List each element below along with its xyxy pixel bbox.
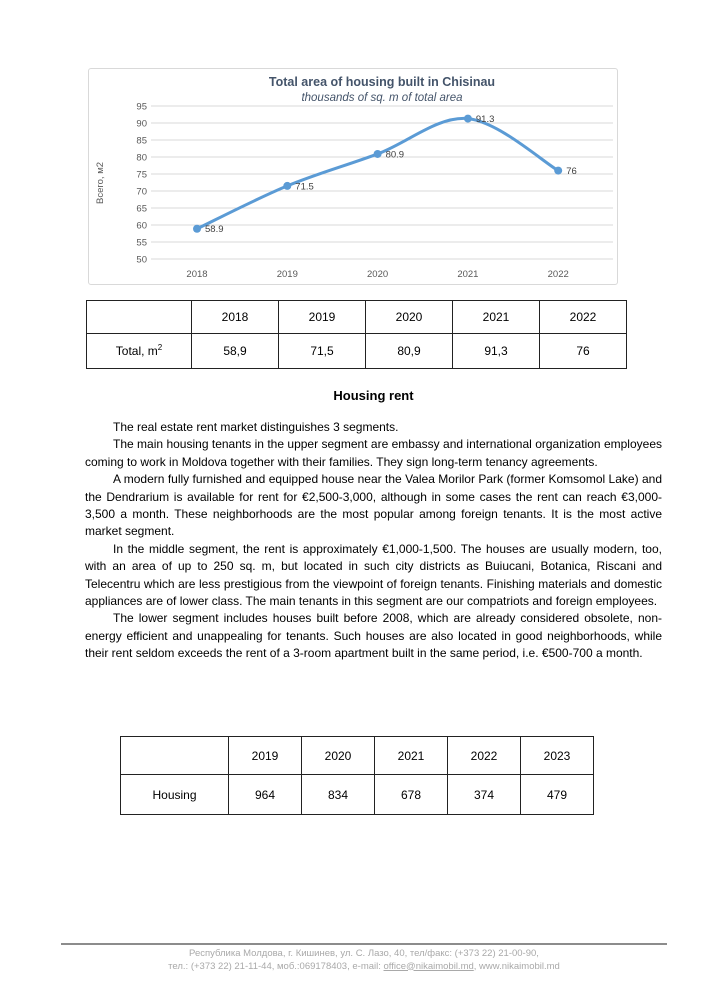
paragraph: The lower segment includes houses built before 2008, which are already considered obsolete, non-energy efficient and unappealing for tenants. Such houses are also located in good neighborhoods, while their rent seldom exceeds the rent of a 3-room apartment built in the same period, i.e. €500-700 a month. [85, 611, 662, 661]
value-cell: 964 [229, 775, 302, 815]
x-tick-label: 2021 [457, 269, 479, 280]
year-header-cell: 2022 [540, 301, 627, 334]
value-cell: 76 [540, 334, 627, 369]
y-tick-label: 50 [136, 254, 147, 266]
table-corner-cell [121, 737, 229, 775]
data-point-label: 76 [566, 166, 577, 178]
y-tick-label: 80 [136, 152, 147, 164]
data-point-marker [374, 150, 382, 158]
year-header-cell: 2019 [229, 737, 302, 775]
data-point-label: 58.9 [205, 224, 224, 236]
year-header-cell: 2018 [192, 301, 279, 334]
email-link[interactable]: office@nikaimobil.md [383, 960, 474, 972]
x-tick-label: 2020 [367, 269, 389, 280]
page-footer [61, 943, 667, 973]
section-heading: Housing rent [333, 388, 414, 403]
value-cell: 834 [302, 775, 375, 815]
year-header-cell: 2019 [279, 301, 366, 334]
data-point-labels [205, 114, 577, 235]
footer-line-1: Республика Молдова, г. Кишинев, ул. С. Лазо, 40, тел/факс: (+373 22) 21-00-90, [189, 948, 539, 959]
y-tick-label: 90 [136, 118, 147, 130]
value-cell: 374 [448, 775, 521, 815]
y-axis-title: Всего, м2 [95, 161, 106, 205]
year-header-cell: 2020 [366, 301, 453, 334]
year-header-cell: 2021 [375, 737, 448, 775]
row-label-cell [87, 334, 192, 369]
housing-area-table [86, 300, 627, 369]
x-tick-label: 2019 [276, 269, 298, 280]
table-row [87, 334, 627, 369]
table-header-row [121, 737, 594, 775]
line-chart-canvas [89, 69, 617, 284]
data-point-label: 91.3 [475, 114, 495, 126]
y-tick-label: 65 [136, 203, 147, 215]
data-point-marker [464, 115, 472, 123]
table-header-row [87, 301, 627, 334]
row-label-cell: Housing [121, 775, 229, 815]
value-cell: 678 [375, 775, 448, 815]
footer-contact-text: тел.: (+373 22) 21-11-44, моб.:069178403, e-mail: [168, 960, 384, 972]
housing-rent-table [120, 736, 594, 815]
y-tick-label: 60 [136, 220, 147, 232]
value-cell: 58,9 [192, 334, 279, 369]
year-header-cell: 2020 [302, 737, 375, 775]
paragraph: In the middle segment, the rent is approximately €1,000-1,500. The houses are usually modern, too, with an area of up to 250 sq. m, but located in such city districts as Buiucani, Botanica, Riscani and Telecentru which are less prestigious from the viewpoint of foreign tenants. Finishing materials and domestic appliances are of lower class. The main tenants in this segment are our compatriots and foreign employees. [85, 541, 662, 609]
table-row [121, 775, 594, 815]
housing-built-chart [88, 68, 618, 285]
data-point-marker [193, 225, 201, 233]
footer-website-text: , www.nikaimobil.md [473, 960, 560, 972]
y-tick-label: 95 [136, 101, 147, 113]
year-header-cell: 2022 [448, 737, 521, 775]
value-cell: 91,3 [453, 334, 540, 369]
paragraph: The real estate rent market distinguishes 3 segments. [113, 420, 399, 434]
chart-subtitle: thousands of sq. m of total area [301, 92, 463, 104]
data-point-label: 80.9 [385, 149, 405, 161]
gridlines [151, 106, 613, 259]
value-cell: 479 [521, 775, 594, 815]
y-tick-label: 75 [136, 169, 147, 181]
footer-line-2 [61, 961, 667, 974]
superscript: 2 [157, 343, 163, 352]
housing-rent-section [85, 388, 662, 663]
paragraph: The main housing tenants in the upper segment are embassy and international organization employees coming to work in Moldova together with their families. They sign long-term tenancy agreements. [85, 437, 662, 469]
row-label-text: Total, m [115, 344, 158, 358]
x-tick-label: 2022 [547, 269, 569, 280]
y-tick-label: 70 [136, 186, 147, 198]
y-tick-label: 85 [136, 135, 147, 147]
chart-title: Total area of housing built in Chisinau [268, 75, 496, 89]
data-point-label: 71.5 [295, 181, 314, 193]
x-tick-label: 2018 [186, 269, 208, 280]
value-cell: 71,5 [279, 334, 366, 369]
y-tick-label: 55 [136, 237, 147, 249]
year-header-cell: 2021 [453, 301, 540, 334]
paragraph: A modern fully furnished and equipped house near the Valea Morilor Park (former Komsomol Lake) and the Dendrarium is available for rent for €2,500-3,000, although in some cases the rent can reach €3,000-3,500 a month. These neighborhoods are the most popular among foreign tenants. It is the most active market segment. [85, 472, 662, 539]
value-cell: 80,9 [366, 334, 453, 369]
data-point-marker [283, 182, 291, 190]
table-corner-cell [87, 301, 192, 334]
data-point-marker [554, 167, 562, 175]
year-header-cell: 2023 [521, 737, 594, 775]
